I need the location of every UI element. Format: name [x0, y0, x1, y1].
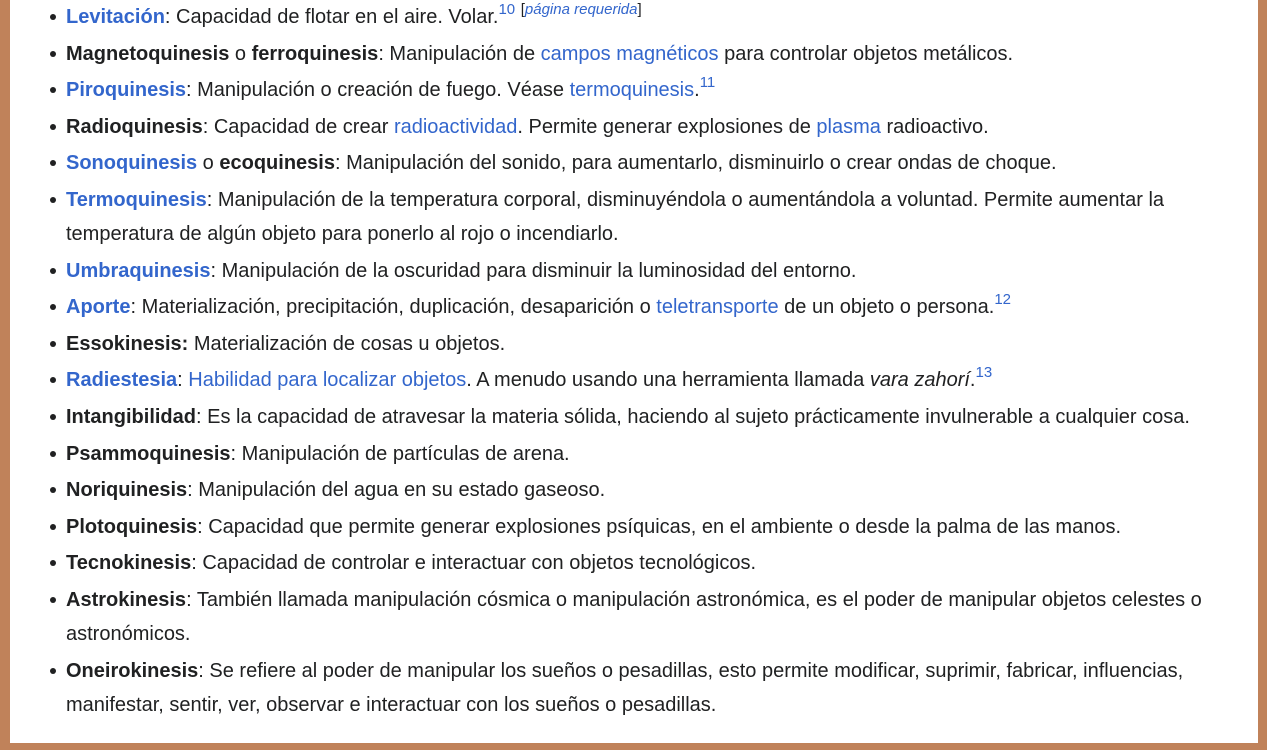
desc-radiestesia-1: . A menudo usando una herramienta llamada: [466, 369, 870, 392]
list-item-oneirokinesis: [66, 654, 1244, 722]
desc-radioquinesis-1: : Capacidad de crear: [202, 115, 394, 138]
list-item-magnetoquinesis: [66, 37, 1244, 71]
ref-11[interactable]: 11: [699, 74, 716, 92]
term-radioquinesis: Radioquinesis: [66, 115, 203, 138]
desc-levitacion: : Capacidad de flotar en el aire. Volar.: [164, 6, 499, 28]
term-tecnokinesis: Tecnokinesis: [66, 552, 192, 575]
link-levitacion[interactable]: Levitación: [66, 6, 165, 28]
cn-close-bracket: ]: [637, 1, 642, 18]
list-item-radiestesia: [66, 363, 1244, 397]
desc-plotoquinesis: : Capacidad que permite generar explosiones psíquicas, en el ambiente o desde la palma de las manos.: [197, 515, 1122, 538]
desc-piroquinesis-2: .: [694, 79, 700, 102]
list-item-astrokinesis: [66, 583, 1244, 651]
powers-list: [66, 0, 1244, 724]
or-text: o: [197, 152, 220, 175]
link-umbraquinesis[interactable]: Umbraquinesis: [66, 259, 211, 282]
desc-radioquinesis-3: radioactivo.: [880, 115, 989, 138]
link-aporte[interactable]: Aporte: [66, 296, 131, 319]
list-item-radioquinesis: [66, 110, 1244, 144]
desc-psammoquinesis: : Manipulación de partículas de arena.: [230, 442, 570, 465]
link-radiestesia[interactable]: Radiestesia: [66, 369, 178, 392]
or-text: o: [229, 42, 252, 65]
desc-noriquinesis: : Manipulación del agua en su estado gaseoso.: [187, 479, 606, 502]
link-radioactividad[interactable]: radioactividad: [393, 115, 518, 138]
list-item-psammoquinesis: [66, 437, 1244, 471]
term-astrokinesis: Astrokinesis: [66, 588, 187, 611]
list-item-tecnokinesis: [66, 546, 1244, 580]
list-item-essokinesis: [66, 327, 1244, 361]
link-sonoquinesis[interactable]: Sonoquinesis: [66, 152, 198, 175]
link-termoquinesis[interactable]: Termoquinesis: [66, 188, 207, 211]
ref-13[interactable]: 13: [975, 364, 993, 382]
link-campos-magneticos[interactable]: campos magnéticos: [540, 42, 719, 65]
list-item-umbraquinesis: [66, 254, 1244, 288]
term-oneirokinesis: Oneirokinesis: [66, 659, 199, 682]
list-item-intangibilidad: [66, 400, 1244, 434]
term-noriquinesis: Noriquinesis: [66, 479, 188, 502]
cn-open-bracket: [: [520, 1, 525, 18]
article-content: [10, 0, 1258, 743]
link-pagina-requerida[interactable]: [525, 1, 638, 18]
link-teletransporte[interactable]: teletransporte: [656, 296, 779, 319]
term-essokinesis: Essokinesis:: [66, 332, 189, 355]
term-ecoquinesis: ecoquinesis: [219, 152, 335, 175]
desc-oneirokinesis: : Se refiere al poder de manipular los sueños o pesadillas, esto permite modificar, suprimir, fabricar, influencias, manifestar, sentir, ver, observar e interactuar con los sueños o pesadillas.: [66, 659, 1184, 716]
list-item-piroquinesis: [66, 73, 1244, 107]
list-item-aporte: [66, 290, 1244, 324]
list-item-sonoquinesis: [66, 146, 1244, 180]
list-item-levitacion: [66, 0, 1244, 34]
citation-needed: [521, 1, 642, 18]
term-intangibilidad: Intangibilidad: [66, 405, 196, 428]
term-magnetoquinesis: Magnetoquinesis: [66, 42, 230, 65]
list-item-noriquinesis: [66, 473, 1244, 507]
desc-essokinesis: Materialización de cosas u objetos.: [188, 332, 506, 355]
list-item-termoquinesis: [66, 183, 1244, 251]
desc-radiestesia-2: .: [969, 369, 976, 392]
link-habilidad-localizar-objetos[interactable]: Habilidad para localizar objetos: [188, 369, 467, 392]
ref-12[interactable]: 12: [994, 291, 1012, 309]
desc-piroquinesis-1: : Manipulación o creación de fuego. Véase: [186, 79, 570, 102]
desc-radioquinesis-2: . Permite generar explosiones de: [517, 115, 817, 138]
desc-astrokinesis: : También llamada manipulación cósmica o manipulación astronómica, es el poder de manipular objetos celestes o astronómicos.: [66, 588, 1202, 645]
desc-umbraquinesis: : Manipulación de la oscuridad para disminuir la luminosidad del entorno.: [210, 259, 857, 282]
desc-aporte-1: : Materialización, precipitación, duplicación, desaparición o: [130, 296, 657, 319]
italic-vara-zahori: vara zahorí: [869, 369, 970, 392]
desc-aporte-2: de un objeto o persona.: [778, 296, 995, 319]
ref-10[interactable]: 10: [498, 1, 516, 18]
cn-text: página requerida: [524, 1, 638, 18]
list-item-plotoquinesis: [66, 510, 1244, 544]
term-plotoquinesis: Plotoquinesis: [66, 515, 198, 538]
term-ferroquinesis: ferroquinesis: [251, 42, 379, 65]
desc-magnetoquinesis-2: para controlar objetos metálicos.: [718, 42, 1014, 65]
desc-termoquinesis: : Manipulación de la temperatura corporal, disminuyéndola o aumentándola a voluntad. Permite aumentar la temperatura de algún objeto para ponerlo al rojo o incendiarlo.: [66, 188, 1165, 245]
desc-tecnokinesis: : Capacidad de controlar e interactuar con objetos tecnológicos.: [191, 552, 757, 575]
desc-intangibilidad: : Es la capacidad de atravesar la materia sólida, haciendo al sujeto prácticamente invulnerable a cualquier cosa.: [196, 405, 1190, 428]
desc-magnetoquinesis-1: : Manipulación de: [378, 42, 541, 65]
term-psammoquinesis: Psammoquinesis: [66, 442, 231, 465]
link-termoquinesis-inline[interactable]: termoquinesis: [569, 79, 695, 102]
desc-sonoquinesis: : Manipulación del sonido, para aumentarlo, disminuirlo o crear ondas de choque.: [334, 152, 1057, 175]
link-piroquinesis[interactable]: Piroquinesis: [66, 79, 187, 102]
sep-radiestesia: :: [177, 369, 189, 392]
link-plasma[interactable]: plasma: [816, 115, 881, 138]
